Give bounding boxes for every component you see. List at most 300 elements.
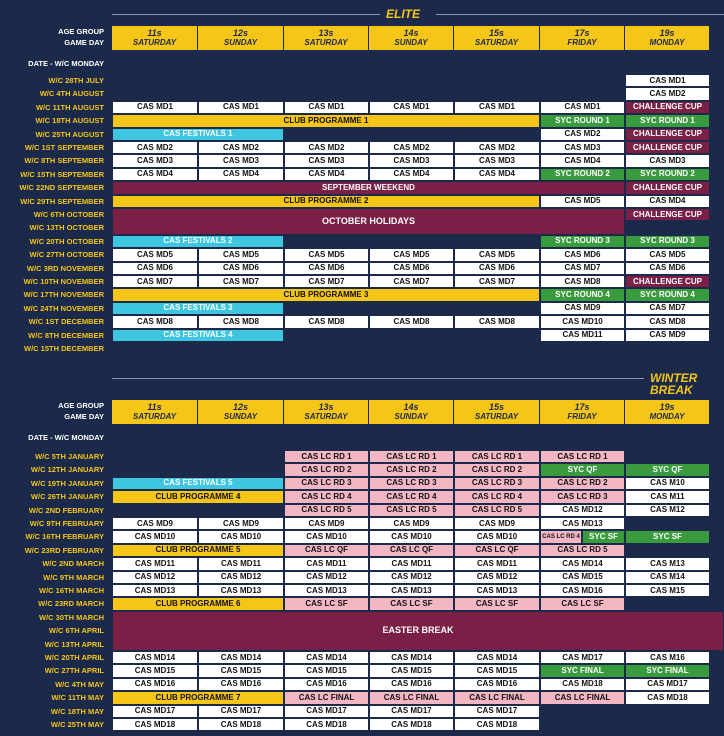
- fixture-cell: CAS MD11: [284, 557, 369, 570]
- fixture-cell: CAS MD17: [284, 705, 369, 718]
- fixture-cell: CAS LC RD 3: [454, 477, 540, 490]
- second-half-date-label: W/C 19TH JANUARY: [30, 478, 104, 488]
- fixture-cell: CAS MD4: [284, 168, 369, 181]
- elite-age-group-label: AGE GROUP: [58, 27, 104, 36]
- fixture-cell: CAS LC RD 1: [369, 450, 454, 463]
- fixture-cell: CAS MD9: [625, 329, 710, 342]
- elite-column-header-14s: [369, 26, 454, 50]
- fixture-cell: CAS LC FINAL: [369, 691, 454, 704]
- fixture-cell: CAS LC RD 2: [284, 463, 369, 476]
- fixture-cell: CAS MD12: [112, 571, 198, 584]
- fixture-cell: CAS MD11: [454, 557, 540, 570]
- elite-column-header-15s: [454, 26, 540, 50]
- fixture-cell: CAS LC RD 3: [369, 477, 454, 490]
- fixture-cell: CAS MD9: [198, 517, 284, 530]
- fixture-cell: CAS M15: [625, 584, 710, 597]
- second-half-date-label: W/C 9TH FEBRUARY: [29, 519, 104, 528]
- empty-cell: [284, 329, 540, 342]
- fixture-cell: CAS MD11: [540, 329, 625, 342]
- fixture-cell: CAS MD4: [369, 168, 454, 181]
- second-half-date-label: W/C 13TH APRIL: [44, 639, 104, 649]
- fixture-cell: CAS LC RD 2: [540, 477, 625, 490]
- fixture-cell: CAS MD15: [112, 664, 198, 677]
- empty-cell: [112, 504, 198, 517]
- second-half-game-day-label: GAME DAY: [64, 412, 104, 421]
- fixture-cell: CAS LC SF: [284, 597, 369, 610]
- fixture-cell: CAS LC RD 2: [369, 463, 454, 476]
- fixture-cell: CAS FESTIVALS 4: [112, 329, 284, 342]
- fixture-cell: CAS MD7: [198, 275, 284, 288]
- fixture-cell: CAS LC RD 2: [454, 463, 540, 476]
- elite-date-label: W/C 1ST SEPTEMBER: [24, 143, 104, 152]
- fixture-cell: CAS MD3: [454, 154, 540, 167]
- second-half-date-label: W/C 2ND MARCH: [42, 559, 104, 569]
- fixture-cell: CAS MD13: [112, 584, 198, 597]
- fixture-cell: CAS MD2: [540, 128, 625, 141]
- empty-cell: [198, 504, 284, 517]
- elite-date-label: W/C 10TH NOVEMBER: [23, 277, 104, 286]
- fixture-cell: CAS MD12: [540, 504, 625, 517]
- second-half-date-label: W/C 16TH MARCH: [39, 586, 104, 595]
- elite-date-label: W/C 18TH AUGUST: [35, 116, 104, 126]
- fixture-cell: SYC SF: [625, 530, 710, 543]
- elite-date-label: W/C 15TH DECEMBER: [23, 344, 104, 353]
- elite-date-label: W/C 22ND SEPTEMBER: [19, 183, 104, 193]
- empty-cell: [112, 87, 198, 100]
- fixture-cell: SYC SF: [582, 530, 625, 543]
- empty-cell: [112, 74, 198, 87]
- fixture-cell: SYC ROUND 2: [625, 168, 710, 181]
- fixture-cell: CAS MD17: [454, 705, 540, 718]
- elite-column-header-11s: [112, 26, 198, 50]
- second-half-date-label: W/C 30TH MARCH: [39, 612, 104, 622]
- day-label: SATURDAY: [304, 411, 348, 421]
- day-label: SUNDAY: [223, 411, 258, 421]
- fixture-cell: CAS MD14: [454, 651, 540, 664]
- second-half-date-label: W/C 6TH APRIL: [48, 626, 104, 636]
- fixture-cell: CAS MD2: [198, 141, 284, 154]
- fixture-cell: CAS MD14: [198, 651, 284, 664]
- empty-cell: [198, 87, 284, 100]
- second-half-column-header-17s: [540, 400, 625, 424]
- fixture-cell: CHALLENGE CUP: [625, 275, 710, 288]
- elite-column-header-13s: [284, 26, 369, 50]
- divider-left: [112, 14, 380, 15]
- fixture-cell: CAS MD6: [112, 262, 198, 275]
- second-half-date-label: W/C 27TH APRIL: [44, 666, 104, 676]
- fixture-cell: CHALLENGE CUP: [625, 208, 710, 221]
- day-label: MONDAY: [649, 411, 685, 421]
- fixture-cell: CHALLENGE CUP: [625, 128, 710, 141]
- fixture-cell: SYC FINAL: [540, 664, 625, 677]
- fixture-cell: CLUB PROGRAMME 4: [112, 490, 284, 503]
- empty-cell: [540, 87, 625, 100]
- elite-date-label: W/C 24TH NOVEMBER: [23, 303, 104, 313]
- day-label: SATURDAY: [132, 37, 177, 47]
- day-label: SUNDAY: [394, 37, 428, 47]
- winter-break-divider: [112, 378, 644, 379]
- empty-cell: [625, 450, 710, 463]
- fixture-cell: CAS MD5: [284, 248, 369, 261]
- fixture-cell: CAS MD13: [369, 584, 454, 597]
- fixture-cell: CAS MD4: [112, 168, 198, 181]
- second-half-date-label: W/C 4TH MAY: [55, 679, 104, 689]
- fixture-cell: CAS LC RD 3: [284, 477, 369, 490]
- fixture-cell: CAS FESTIVALS 2: [112, 235, 284, 248]
- age-label: 11s: [147, 28, 162, 39]
- fixture-cell: CAS MD2: [625, 87, 710, 100]
- age-label: 14s: [403, 28, 419, 39]
- fixture-cell: CAS MD3: [369, 154, 454, 167]
- fixture-cell: CAS MD3: [540, 141, 625, 154]
- fixture-cell: CAS LC SF: [540, 597, 625, 610]
- fixture-cell: SYC QF: [540, 463, 625, 476]
- day-label: SATURDAY: [132, 411, 177, 421]
- fixture-cell: CAS MD11: [369, 557, 454, 570]
- elite-date-label: W/C 1ST DECEMBER: [28, 317, 104, 327]
- second-half-date-label: W/C 11TH MAY: [51, 693, 104, 703]
- fixture-cell: CAS MD14: [540, 557, 625, 570]
- elite-date-label: W/C 8TH DECEMBER: [28, 330, 104, 340]
- fixture-cell: CLUB PROGRAMME 2: [112, 195, 540, 208]
- fixture-cell: CLUB PROGRAMME 7: [112, 691, 284, 704]
- elite-column-header-12s: [198, 26, 284, 50]
- fixture-cell: CAS MD10: [198, 530, 284, 543]
- empty-cell: [369, 74, 454, 87]
- fixture-cell: CAS LC FINAL: [284, 691, 369, 704]
- elite-date-label: W/C 13TH OCTOBER: [29, 223, 104, 233]
- fixture-cell: CAS MD3: [284, 154, 369, 167]
- fixture-cell: CAS MD6: [369, 262, 454, 275]
- fixture-cell: CAS MD13: [540, 517, 625, 530]
- elite-column-header-17s: [540, 26, 625, 50]
- fixture-cell: CAS MD3: [112, 154, 198, 167]
- easter-break-block: EASTER BREAK: [112, 611, 724, 651]
- fixture-cell: CAS M16: [625, 651, 710, 664]
- fixture-cell: CAS LC FINAL: [540, 691, 625, 704]
- fixture-cell: CAS LC RD 5: [454, 504, 540, 517]
- fixture-cell: CAS MD7: [369, 275, 454, 288]
- fixture-cell: CAS MD5: [112, 248, 198, 261]
- fixture-cell: CAS LC RD 4: [369, 490, 454, 503]
- fixture-cell: CAS MD14: [112, 651, 198, 664]
- elite-title: ELITE: [386, 7, 421, 21]
- fixture-cell: CAS MD4: [625, 195, 710, 208]
- empty-cell: [540, 705, 625, 718]
- fixture-cell: CAS MD2: [112, 141, 198, 154]
- fixture-cell: CAS MD9: [454, 517, 540, 530]
- empty-cell: [284, 87, 369, 100]
- winter-break-title: WINTER BREAK: [650, 371, 698, 397]
- divider-right: [436, 14, 724, 15]
- fixture-cell: SYC ROUND 1: [540, 114, 625, 127]
- fixture-cell: SYC ROUND 3: [625, 235, 710, 248]
- second-half-column-header-12s: [198, 400, 284, 424]
- fixture-cell: CAS LC RD 1: [454, 450, 540, 463]
- empty-cell: [112, 463, 198, 476]
- fixture-cell: CAS MD16: [284, 678, 369, 691]
- empty-cell: [369, 87, 454, 100]
- second-half-date-label: W/C 23RD MARCH: [38, 599, 104, 609]
- fixture-cell: CAS LC SF: [454, 597, 540, 610]
- fixture-cell: CAS MD6: [198, 262, 284, 275]
- empty-cell: [540, 718, 625, 731]
- day-label: SUNDAY: [223, 37, 258, 47]
- second-half-date-label: W/C 26TH JANUARY: [30, 492, 104, 502]
- fixture-cell: CAS MD2: [284, 141, 369, 154]
- fixture-cell: CAS MD16: [454, 678, 540, 691]
- fixture-cell: CAS MD5: [198, 248, 284, 261]
- empty-cell: [284, 235, 540, 248]
- empty-cell: [540, 74, 625, 87]
- fixture-cell: SYC ROUND 4: [540, 288, 625, 301]
- fixture-cell: CLUB PROGRAMME 5: [112, 544, 284, 557]
- fixture-cell: SYC ROUND 1: [625, 114, 710, 127]
- fixture-cell: CAS MD7: [112, 275, 198, 288]
- fixture-cell: CHALLENGE CUP: [625, 101, 710, 114]
- fixture-cell: CAS MD17: [540, 651, 625, 664]
- age-label: 13s: [318, 402, 334, 413]
- fixture-cell: CAS MD8: [198, 315, 284, 328]
- elite-date-label: W/C 29TH SEPTEMBER: [20, 196, 104, 206]
- age-label: 17s: [574, 28, 590, 39]
- fixture-cell: CAS MD13: [198, 584, 284, 597]
- fixture-cell: CAS LC RD 5: [369, 504, 454, 517]
- fixture-cell: CAS MD7: [454, 275, 540, 288]
- fixture-cell: SYC ROUND 3: [540, 235, 625, 248]
- empty-cell: [625, 517, 710, 530]
- age-label: 13s: [318, 28, 334, 39]
- fixture-cell: CAS LC RD 4: [454, 490, 540, 503]
- fixture-cell: CAS MD4: [198, 168, 284, 181]
- fixture-cell: CAS MD1: [369, 101, 454, 114]
- second-half-date-label: W/C 9TH MARCH: [43, 572, 104, 582]
- empty-cell: [625, 597, 710, 610]
- fixture-cell: CAS MD3: [198, 154, 284, 167]
- fixture-cell: CAS MD1: [454, 101, 540, 114]
- elite-game-day-label: GAME DAY: [64, 38, 104, 47]
- fixture-cell: SYC ROUND 4: [625, 288, 710, 301]
- fixture-cell: CAS LC RD 3: [540, 490, 625, 503]
- fixture-cell: CAS MD1: [540, 101, 625, 114]
- fixture-cell: CAS LC QF: [454, 544, 540, 557]
- elite-date-label: W/C 3RD NOVEMBER: [26, 263, 104, 273]
- second-half-date-label: W/C 16TH FEBRUARY: [25, 532, 104, 542]
- fixture-cell: CAS MD15: [454, 664, 540, 677]
- fixture-cell: CAS MD10: [284, 530, 369, 543]
- fixture-cell: CLUB PROGRAMME 3: [112, 288, 540, 301]
- day-label: SATURDAY: [474, 411, 519, 421]
- fixture-cell: CAS MD14: [369, 651, 454, 664]
- elite-date-label: W/C 11TH AUGUST: [35, 102, 104, 112]
- second-half-date-label: W/C 23RD FEBRUARY: [24, 545, 104, 555]
- fixture-cell: CAS MD10: [454, 530, 540, 543]
- empty-cell: [625, 705, 710, 718]
- second-half-date-label: W/C 25TH MAY: [50, 720, 104, 729]
- empty-cell: [284, 128, 540, 141]
- fixture-cell: CAS LC QF: [369, 544, 454, 557]
- second-half-date-header: DATE - W/C MONDAY: [28, 433, 104, 442]
- fixture-cell: CAS MD17: [198, 705, 284, 718]
- fixture-cell: CAS MD18: [369, 718, 454, 731]
- fixture-cell: CAS MD4: [454, 168, 540, 181]
- fixture-cell: CAS MD6: [625, 262, 710, 275]
- fixture-cell: CAS MD15: [540, 571, 625, 584]
- fixture-cell: CAS M12: [625, 504, 710, 517]
- fixture-cell: CAS MD15: [198, 664, 284, 677]
- fixture-cell: CAS MD10: [540, 315, 625, 328]
- fixture-cell: CAS LC FINAL: [454, 691, 540, 704]
- fixture-cell: CAS MD8: [625, 315, 710, 328]
- fixture-cell: CAS LC SF: [369, 597, 454, 610]
- elite-date-header: DATE - W/C MONDAY: [28, 59, 104, 68]
- fixture-cell: CAS MD12: [198, 571, 284, 584]
- fixture-cell: CAS MD12: [369, 571, 454, 584]
- elite-date-label: W/C 28TH JULY: [48, 76, 104, 85]
- empty-cell: [112, 450, 198, 463]
- empty-cell: [625, 718, 710, 731]
- fixture-cell: CAS M10: [625, 477, 710, 490]
- fixture-cell: CAS LC QF: [284, 544, 369, 557]
- fixture-cell: CAS LC RD 1: [540, 450, 625, 463]
- fixture-cell: CAS MD17: [112, 705, 198, 718]
- fixture-cell: CAS MD5: [625, 248, 710, 261]
- fixture-cell: CAS MD3: [625, 154, 710, 167]
- fixture-cell: CAS MD1: [198, 101, 284, 114]
- fixture-cell: CAS MD9: [540, 302, 625, 315]
- second-half-date-label: W/C 12TH JANUARY: [30, 465, 104, 475]
- fixture-cell: CAS M14: [625, 571, 710, 584]
- age-label: 12s: [232, 402, 249, 413]
- fixture-cell: CAS MD16: [369, 678, 454, 691]
- elite-date-label: W/C 27TH OCTOBER: [29, 250, 104, 260]
- elite-date-label: W/C 4TH AUGUST: [39, 89, 104, 99]
- fixture-cell: CAS MD18: [625, 691, 710, 704]
- fixture-cell: CAS FESTIVALS 5: [112, 477, 284, 490]
- fixture-cell: CAS MD5: [369, 248, 454, 261]
- fixture-cell: CAS MD2: [454, 141, 540, 154]
- fixture-cell: CAS MD17: [625, 678, 710, 691]
- fixture-cell: CAS MD11: [198, 557, 284, 570]
- empty-cell: [198, 74, 284, 87]
- fixture-cell: CAS MD17: [369, 705, 454, 718]
- fixture-cell: CAS MD16: [198, 678, 284, 691]
- october-holidays-block: OCTOBER HOLIDAYS: [112, 208, 625, 235]
- fixture-cell: CAS M11: [625, 490, 710, 503]
- fixture-cell: CAS MD1: [284, 101, 369, 114]
- fixture-cell: CAS MD15: [369, 664, 454, 677]
- age-label: 11s: [147, 402, 162, 413]
- fixture-cell: CAS LC RD 4: [540, 530, 582, 543]
- fixture-cell: CAS MD2: [369, 141, 454, 154]
- fixture-cell: CAS MD6: [454, 262, 540, 275]
- fixture-cell: CAS MD16: [540, 584, 625, 597]
- fixture-cell: CAS FESTIVALS 1: [112, 128, 284, 141]
- fixture-cell: CAS MD9: [112, 517, 198, 530]
- age-label: 15s: [488, 402, 505, 413]
- fixture-cell: CAS MD9: [369, 517, 454, 530]
- fixture-cell: CAS MD4: [540, 154, 625, 167]
- second-half-column-header-14s: [369, 400, 454, 424]
- fixture-cell: CAS MD7: [625, 302, 710, 315]
- fixture-cell: CAS MD12: [284, 571, 369, 584]
- fixture-cell: CAS MD13: [284, 584, 369, 597]
- fixture-cell: CAS MD8: [112, 315, 198, 328]
- elite-date-label: W/C 25TH AUGUST: [35, 129, 104, 139]
- elite-date-label: W/C 6TH OCTOBER: [33, 210, 104, 219]
- fixture-cell: CHALLENGE CUP: [625, 141, 710, 154]
- second-half-date-label: W/C 5TH JANUARY: [35, 452, 104, 461]
- fixture-cell: CAS MD18: [540, 678, 625, 691]
- second-half-date-label: W/C 2ND FEBRUARY: [28, 505, 104, 515]
- fixture-cell: CLUB PROGRAMME 6: [112, 597, 284, 610]
- fixture-cell: CAS MD10: [112, 530, 198, 543]
- fixture-cell: CAS MD6: [540, 248, 625, 261]
- fixture-cell: CAS MD15: [284, 664, 369, 677]
- fixture-cell: SYC ROUND 2: [540, 168, 625, 181]
- fixture-cell: CHALLENGE CUP: [625, 181, 710, 194]
- day-label: SUNDAY: [394, 411, 428, 421]
- fixture-cell: CAS MD18: [198, 718, 284, 731]
- fixture-cell: CAS MD18: [284, 718, 369, 731]
- fixture-cell: CLUB PROGRAMME 1: [112, 114, 540, 127]
- fixture-cell: CAS MD16: [112, 678, 198, 691]
- age-label: 17s: [574, 402, 590, 413]
- fixture-cell: CAS MD1: [625, 74, 710, 87]
- elite-date-label: W/C 15TH SEPTEMBER: [20, 169, 104, 179]
- day-label: FRIDAY: [567, 411, 597, 421]
- fixture-cell: CAS M13: [625, 557, 710, 570]
- fixture-cell: SYC FINAL: [625, 664, 710, 677]
- fixture-cell: CAS LC RD 5: [284, 504, 369, 517]
- fixture-cell: CAS MD18: [112, 718, 198, 731]
- age-label: 14s: [403, 402, 419, 413]
- fixture-cell: CAS MD1: [112, 101, 198, 114]
- day-label: MONDAY: [649, 37, 685, 47]
- fixture-cell: CAS MD8: [284, 315, 369, 328]
- empty-cell: [454, 87, 540, 100]
- empty-cell: [625, 544, 710, 557]
- age-label: 19s: [659, 28, 675, 39]
- fixture-cell: CAS MD6: [284, 262, 369, 275]
- fixture-cell: CAS LC RD 4: [284, 490, 369, 503]
- fixture-cell: CAS MD5: [454, 248, 540, 261]
- fixture-cell: CAS MD8: [454, 315, 540, 328]
- fixture-cell: CAS MD5: [540, 195, 625, 208]
- empty-cell: [198, 463, 284, 476]
- second-half-column-header-13s: [284, 400, 369, 424]
- elite-date-label: W/C 17TH NOVEMBER: [23, 290, 104, 300]
- second-half-date-label: W/C 18TH MAY: [50, 706, 104, 716]
- fixture-cell: CAS MD13: [454, 584, 540, 597]
- empty-cell: [198, 450, 284, 463]
- empty-cell: [454, 74, 540, 87]
- second-half-date-label: W/C 20TH APRIL: [44, 653, 104, 662]
- fixture-cell: CAS MD14: [284, 651, 369, 664]
- fixture-cell: CAS LC RD 5: [540, 544, 625, 557]
- day-label: FRIDAY: [567, 37, 597, 47]
- fixture-cell: CAS FESTIVALS 3: [112, 302, 284, 315]
- fixture-cell: CAS MD18: [454, 718, 540, 731]
- day-label: SATURDAY: [474, 37, 519, 47]
- age-label: 19s: [659, 402, 675, 413]
- second-half-column-header-19s: [625, 400, 710, 424]
- second-half-column-header-15s: [454, 400, 540, 424]
- elite-date-label: W/C 20TH OCTOBER: [29, 236, 104, 246]
- fixture-cell: SYC QF: [625, 463, 710, 476]
- elite-column-header-19s: [625, 26, 710, 50]
- fixture-cell: CAS MD7: [284, 275, 369, 288]
